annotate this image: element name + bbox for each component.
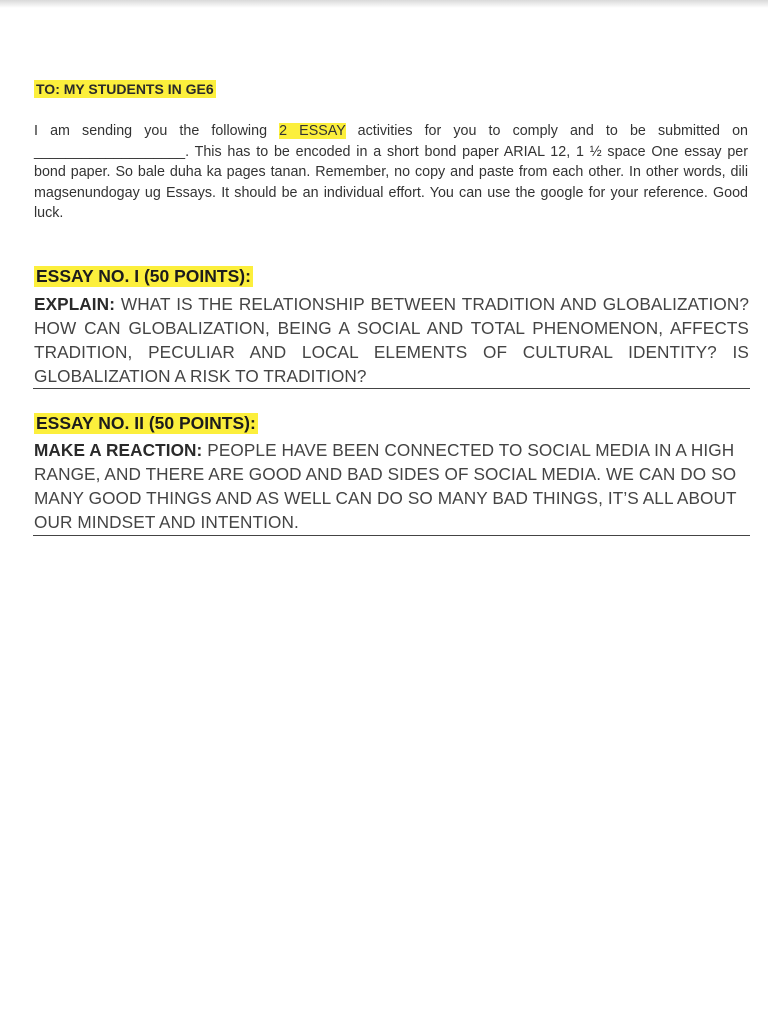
essay-2-underline: [33, 535, 750, 536]
essay-1-lead: EXPLAIN:: [34, 294, 116, 314]
essay-2-title: ESSAY NO. II (50 POINTS):: [36, 413, 256, 433]
intro-text-rest: . This has to be encoded in a short bond paper ARIAL 12, 1 ½ space One essay per bond paper. So bale duha ka pages tanan. Remember, no copy and paste from each other. In other words, dili magsenundogay ug Essays. It should be an individual effort. You can use the google for your reference. Good luck.: [34, 143, 748, 221]
due-date-blank: ___________________: [34, 143, 186, 160]
essay-count-highlight: 2 ESSAY: [279, 123, 346, 139]
essay-1-title: ESSAY NO. I (50 POINTS):: [36, 266, 251, 286]
essay-1-underline: [33, 388, 750, 389]
instructions-paragraph: [34, 121, 748, 224]
intro-text-start: I am sending you the following: [34, 123, 280, 139]
scan-edge: [0, 0, 768, 8]
essay-1-prompt: [34, 292, 749, 388]
essay-2-text: PEOPLE HAVE BEEN CONNECTED TO SOCIAL MEDIA IN A HIGH RANGE, AND THERE ARE GOOD AND BAD SIDES OF SOCIAL MEDIA. WE CAN DO SO MANY GOOD THINGS AND AS WELL CAN DO SO MANY BAD THINGS, IT’S ALL ABOUT OUR MINDSET AND INTENTION.: [34, 440, 737, 532]
essay-2-lead: MAKE A REACTION:: [34, 440, 203, 460]
essay-2-prompt: [34, 438, 749, 534]
recipient-line: TO: MY STUDENTS IN GE6: [36, 81, 214, 97]
essay-1-text: WHAT IS THE RELATIONSHIP BETWEEN TRADITION AND GLOBALIZATION? HOW CAN GLOBALIZATION, BEING A SOCIAL AND TOTAL PHENOMENON, AFFECTS TRADITION, PECULIAR AND LOCAL ELEMENTS OF CULTURAL IDENTITY? IS GLOBALIZATION A RISK TO TRADITION?: [34, 294, 749, 386]
intro-text-middle: activities for you to comply and to be submitted on: [345, 123, 748, 139]
